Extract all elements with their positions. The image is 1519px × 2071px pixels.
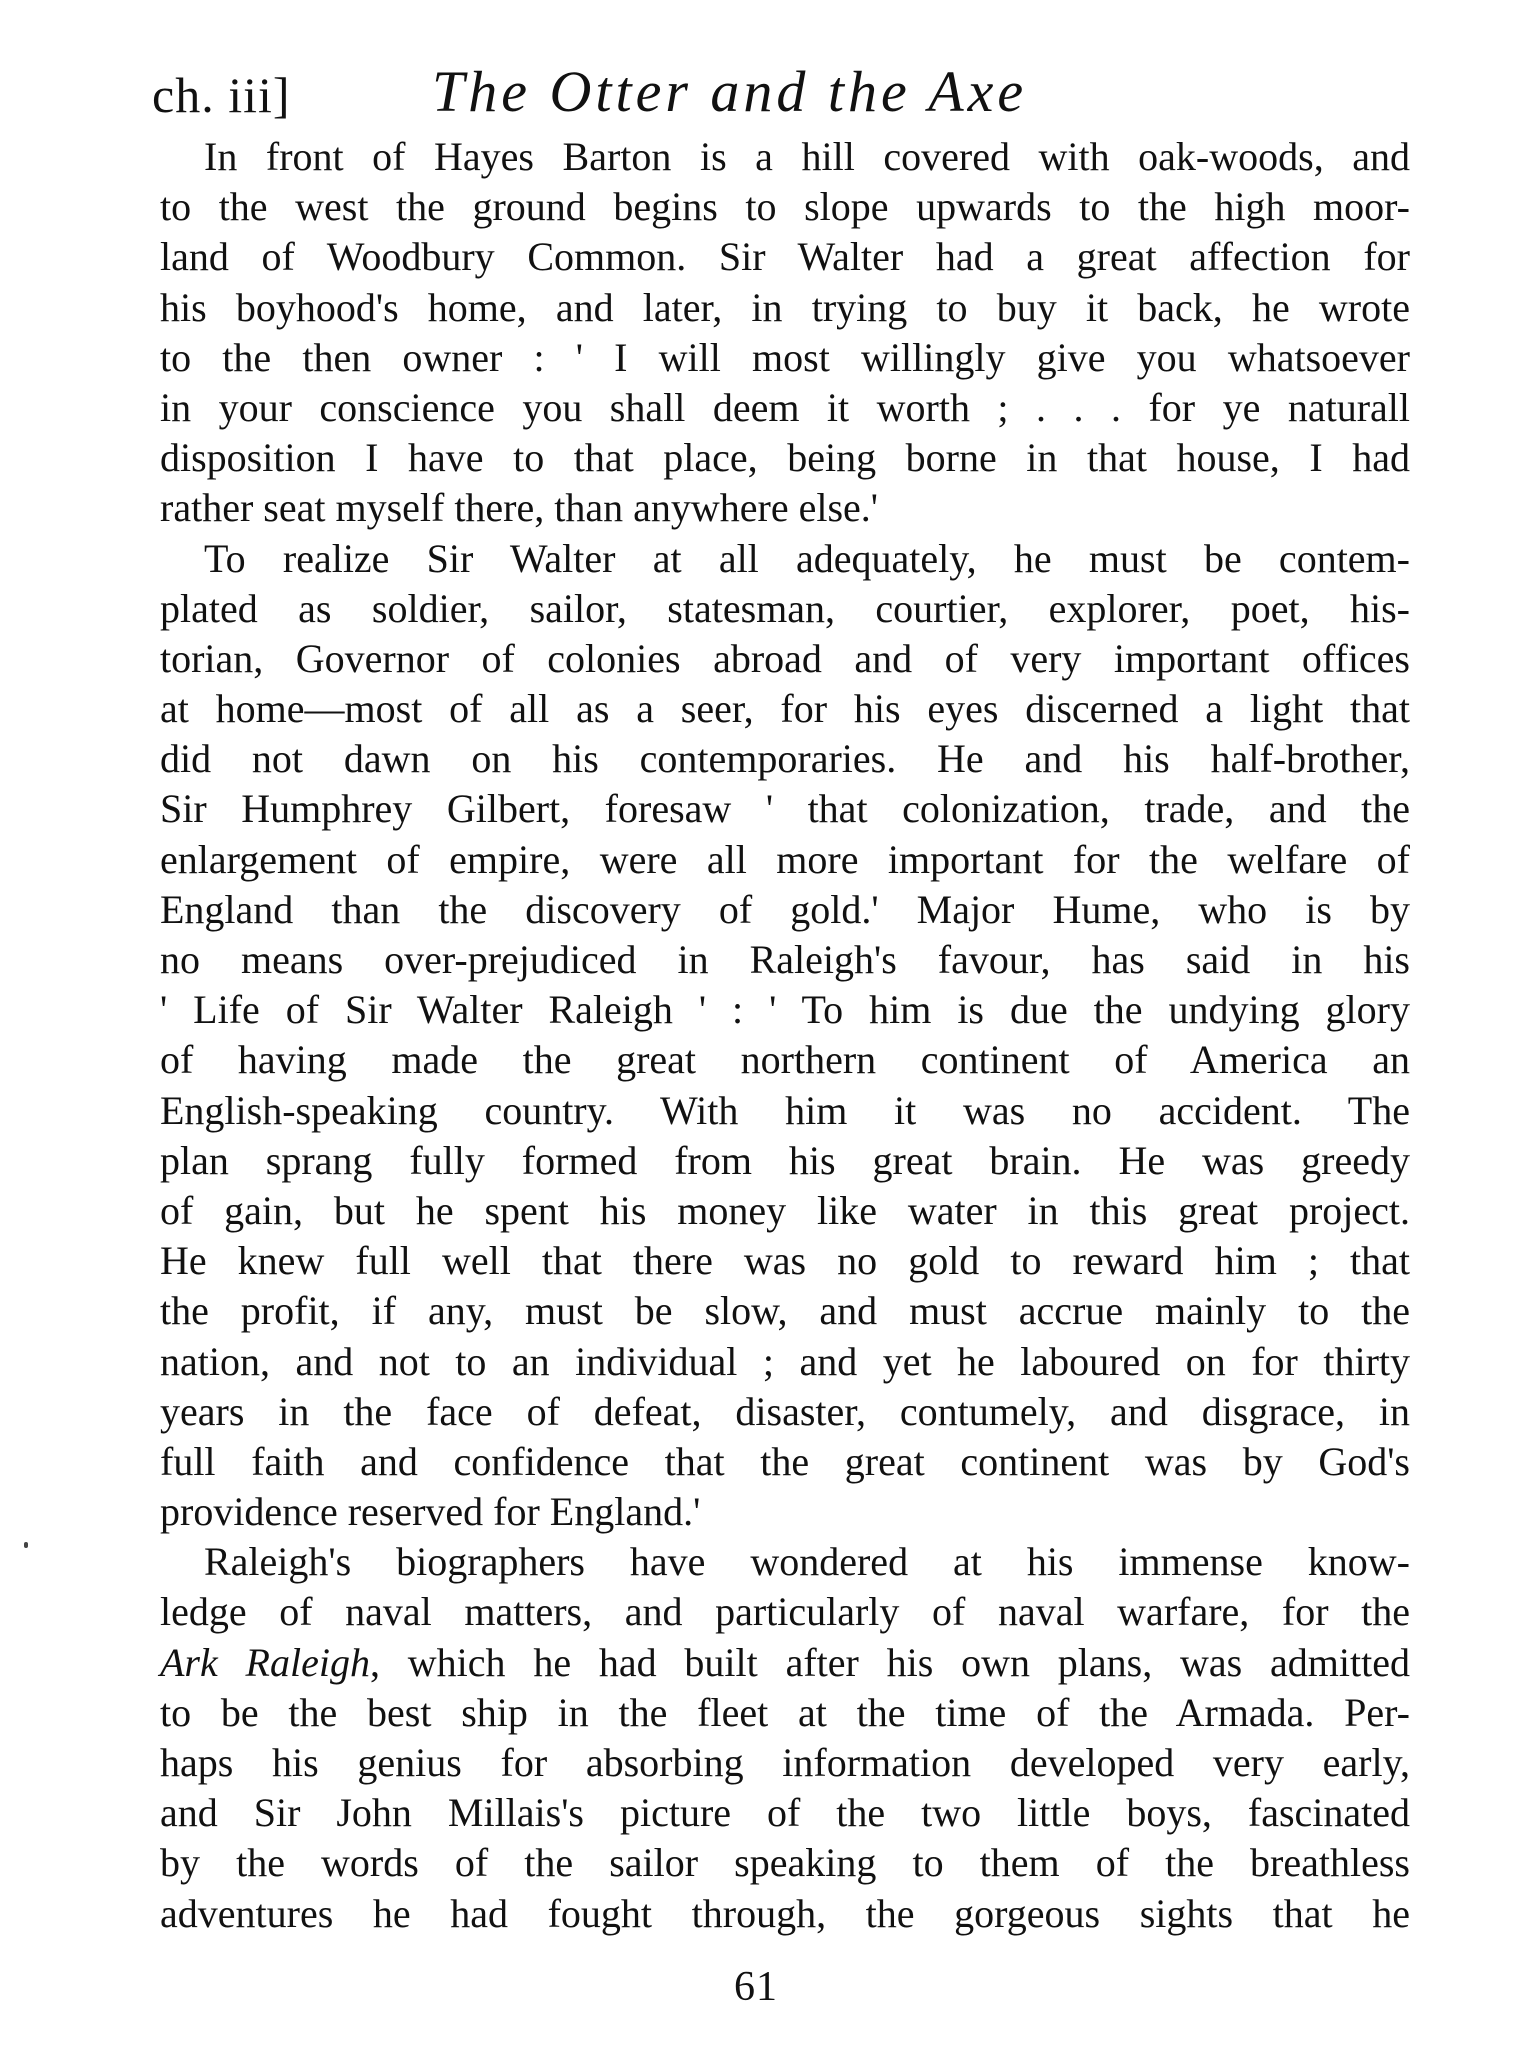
body-text — [160, 132, 1410, 1939]
text-line: in your conscience you shall deem it worth ; . . . for ye naturall — [160, 384, 1410, 430]
text-line: of having made the great northern continent of America an — [160, 1037, 1410, 1083]
text-line: ledge of naval matters, and particularly of naval warfare, for the — [160, 1589, 1410, 1635]
page-number: 61 — [734, 1964, 778, 2010]
text-line: plan sprang fully formed from his great brain. He was greedy — [160, 1137, 1410, 1183]
text-line: plated as soldier, sailor, statesman, courtier, explorer, poet, his- — [160, 585, 1410, 631]
text-line: did not dawn on his contemporaries. He and his half-brother, — [160, 736, 1410, 782]
text-line: Raleigh's biographers have wondered at his immense know- — [204, 1539, 1410, 1585]
text-line-remainder: , which he had built after his own plans, was admitted — [369, 1639, 1410, 1685]
text-line: English-speaking country. With him it was no accident. The — [160, 1087, 1410, 1133]
text-line: In front of Hayes Barton is a hill covered with oak-woods, and — [204, 134, 1410, 179]
text-line-with-italic — [160, 1638, 1410, 1688]
running-head — [152, 58, 1402, 138]
text-line: to the then owner : ' I will most willingly give you whatsoever — [160, 334, 1410, 380]
text-line: to the west the ground begins to slope upwards to the high moor- — [160, 184, 1410, 230]
text-line: no means over-prejudiced in Raleigh's favour, has said in his — [160, 937, 1410, 982]
text-line: by the words of the sailor speaking to them of the breathless — [160, 1840, 1410, 1886]
chapter-reference: ch. iii] — [152, 67, 291, 123]
text-line: of gain, but he spent his money like water in this great project. — [160, 1187, 1410, 1233]
text-line: England than the discovery of gold.' Major Hume, who is by — [160, 886, 1410, 932]
text-line: Sir Humphrey Gilbert, foresaw ' that colonization, trade, and the — [160, 786, 1410, 832]
running-title: The Otter and the Axe — [432, 59, 1028, 124]
text-line: disposition I have to that place, being borne in that house, I had — [160, 435, 1410, 481]
text-line: enlargement of empire, were all more important for the welfare of — [160, 836, 1410, 882]
text-line: to be the best ship in the fleet at the time of the Armada. Per- — [160, 1689, 1410, 1735]
text-line: at home—most of all as a seer, for his eyes discerned a light that — [160, 686, 1410, 732]
text-line: full faith and confidence that the great continent was by God's — [160, 1438, 1410, 1484]
text-line: To realize Sir Walter at all adequately, he must be contem- — [204, 535, 1410, 581]
text-line: the profit, if any, must be slow, and must accrue mainly to the — [160, 1288, 1410, 1334]
scan-speck — [24, 1542, 28, 1548]
text-line: land of Woodbury Common. Sir Walter had a great affection for — [160, 234, 1410, 280]
text-line: rather seat myself there, than anywhere else.' — [160, 485, 878, 531]
text-line: torian, Governor of colonies abroad and of very important offices — [160, 635, 1410, 681]
text-line: haps his genius for absorbing information developed very early, — [160, 1740, 1410, 1785]
ship-name-italic: Ark Raleigh — [160, 1639, 370, 1685]
text-line: nation, and not to an individual ; and yet he laboured on for thirty — [160, 1338, 1410, 1384]
text-line: providence reserved for England.' — [160, 1489, 701, 1535]
text-line: He knew full well that there was no gold to reward him ; that — [160, 1238, 1410, 1284]
text-line: his boyhood's home, and later, in trying to buy it back, he wrote — [160, 284, 1410, 330]
text-line: and Sir John Millais's picture of the two little boys, fascinated — [160, 1790, 1410, 1836]
text-line: ' Life of Sir Walter Raleigh ' : ' To him is due the undying glory — [160, 987, 1410, 1033]
text-line: adventures he had fought through, the gorgeous sights that he — [160, 1890, 1410, 1936]
text-line: years in the face of defeat, disaster, contumely, and disgrace, in — [160, 1388, 1410, 1434]
